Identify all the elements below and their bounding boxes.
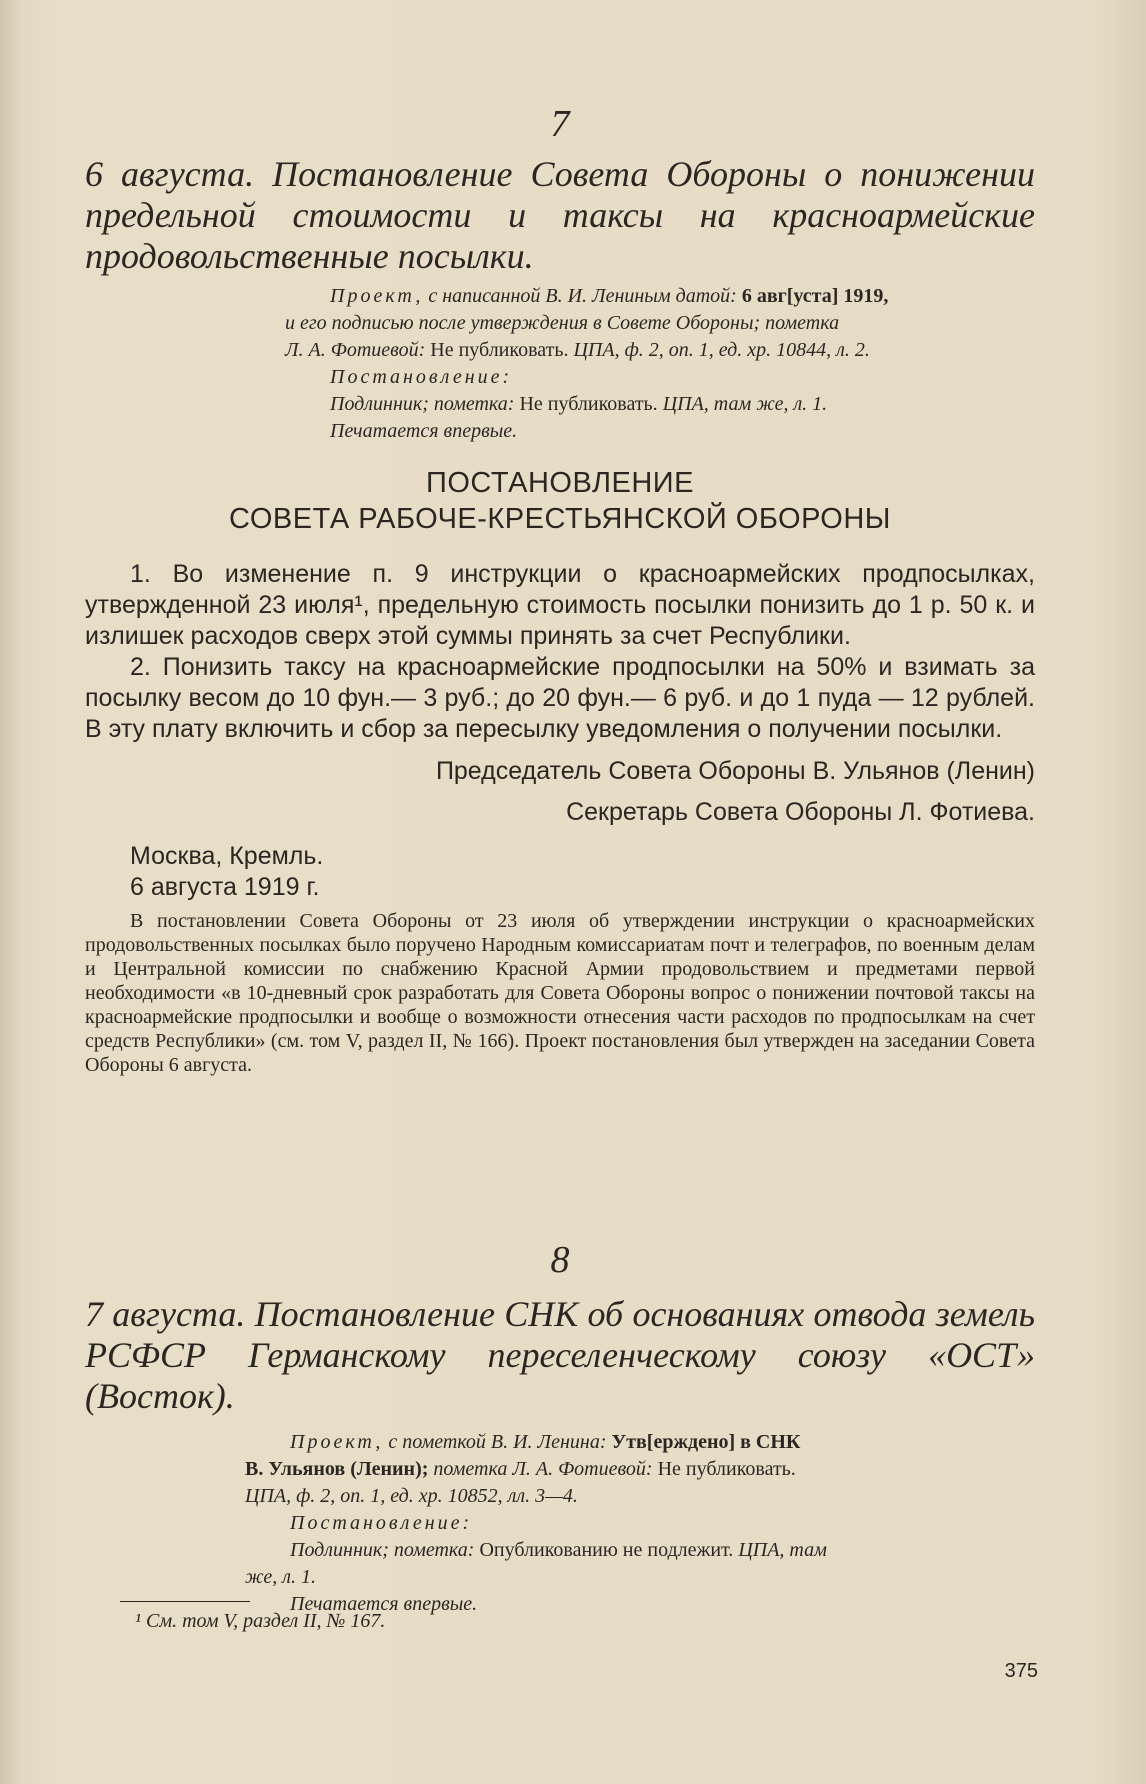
meta-label: Постановление: xyxy=(330,366,513,388)
meta-archive-ref: ЦПА, ф. 2, оп. 1, ед. хр. 10844, л. 2. xyxy=(573,339,870,361)
date: 6 августа 1919 г. xyxy=(130,873,320,901)
document-number: 7 xyxy=(550,103,570,145)
meta-text: с пометкой В. И. Ленина: xyxy=(383,1431,612,1453)
place: Москва, Кремль. xyxy=(130,842,324,870)
meta-text: Подлинник; пометка: xyxy=(330,393,520,415)
meta-archive-ref: ЦПА, там xyxy=(738,1539,827,1561)
archival-metadata xyxy=(85,1429,1035,1618)
meta-remark: Не публиковать. xyxy=(519,393,663,415)
document-title: 7 августа. Постановление СНК об основаниях отвода земель РСФСР Германскому переселенческому союзу «ОСТ» (Восток). xyxy=(85,1294,1035,1416)
meta-date: 6 авг[уста] 1919, xyxy=(741,285,889,307)
meta-signature: В. Ульянов (Ленин); xyxy=(245,1458,434,1480)
decree-paragraph: 2. Понизить таксу на красноармейские продпосылки на 50% и взимать за посылку весом до 10 фун.— 3 руб.; до 20 фун.— 6 руб. и до 1 пуда — 12 рублей. В эту плату включить и сбор за пересылку уведомления о получении посылки. xyxy=(85,653,1035,743)
meta-publication-note: Печатается впервые. xyxy=(290,1593,478,1615)
meta-text: с написанной В. И. Лениным датой: xyxy=(423,285,742,307)
page-number: 375 xyxy=(1004,1660,1038,1682)
document-number: 8 xyxy=(550,1239,570,1281)
document-8 xyxy=(85,1238,1035,1618)
meta-remark: Не публиковать. xyxy=(430,339,574,361)
meta-text: пометка Л. А. Фотиевой: xyxy=(433,1458,658,1480)
meta-approval: Утв[ерждено] в СНК xyxy=(611,1431,801,1453)
archival-metadata xyxy=(85,283,1035,445)
decree-heading xyxy=(85,465,1035,537)
document-7 xyxy=(85,102,1035,1077)
meta-archive-ref: же, л. 1. xyxy=(245,1566,316,1588)
footnote-divider xyxy=(120,1601,250,1602)
place-and-date xyxy=(85,841,1035,903)
meta-text: Л. А. Фотиевой: xyxy=(285,339,431,361)
document-title: 6 августа. Постановление Совета Обороны о понижении предельной стоимости и таксы на красноармейские продовольственные посылки. xyxy=(85,154,1035,276)
meta-text: Подлинник; пометка: xyxy=(290,1539,480,1561)
meta-remark: Опубликованию не подлежит. xyxy=(479,1539,739,1561)
footnote: ¹ См. том V, раздел II, № 167. xyxy=(135,1610,386,1632)
meta-archive-ref: ЦПА, ф. 2, оп. 1, ед. хр. 10852, лл. 3—4. xyxy=(245,1485,578,1507)
meta-archive-ref: ЦПА, там же, л. 1. xyxy=(662,393,828,415)
meta-remark: Не публиковать. xyxy=(657,1458,796,1480)
decree-heading-line: СОВЕТА РАБОЧЕ-КРЕСТЬЯНСКОЙ ОБОРОНЫ xyxy=(229,503,891,535)
decree-heading-line: ПОСТАНОВЛЕНИЕ xyxy=(426,467,694,499)
meta-label: Проект, xyxy=(330,285,424,307)
signature-secretary: Секретарь Совета Обороны Л. Фотиева. xyxy=(566,798,1035,826)
meta-label: Постановление: xyxy=(290,1512,473,1534)
meta-line: и его подписью после утверждения в Совете Обороны; пометка xyxy=(285,312,840,334)
meta-label: Проект, xyxy=(290,1431,384,1453)
editorial-note: В постановлении Совета Обороны от 23 июля об утверждении инструкции о красноармейских продовольственных посылках было поручено Народным комиссариатам почт и телеграфов, по военным делам и Центральной комиссии по снабжению Красной Армии продовольствием и предметами первой необходимости «в 10-дневный срок разработать для Совета Обороны вопрос о понижении почтовой таксы на красноармейские продпосылки и вообще о возможности отнесения части расходов по продпосылкам на счет средств Республики» (см. том V, раздел II, № 166). Проект постановления был утвержден на заседании Совета Обороны 6 августа. xyxy=(85,910,1035,1076)
meta-publication-note: Печатается впервые. xyxy=(330,420,518,442)
decree-body xyxy=(85,559,1035,745)
decree-paragraph: 1. Во изменение п. 9 инструкции о красноармейских продпосылках, утвержденной 23 июля¹, предельную стоимость посылки понизить до 1 р. 50 к. и излишек расходов сверх этой суммы принять за счет Республики. xyxy=(85,560,1035,650)
signature-chairman: Председатель Совета Обороны В. Ульянов (Ленин) xyxy=(435,757,1035,785)
